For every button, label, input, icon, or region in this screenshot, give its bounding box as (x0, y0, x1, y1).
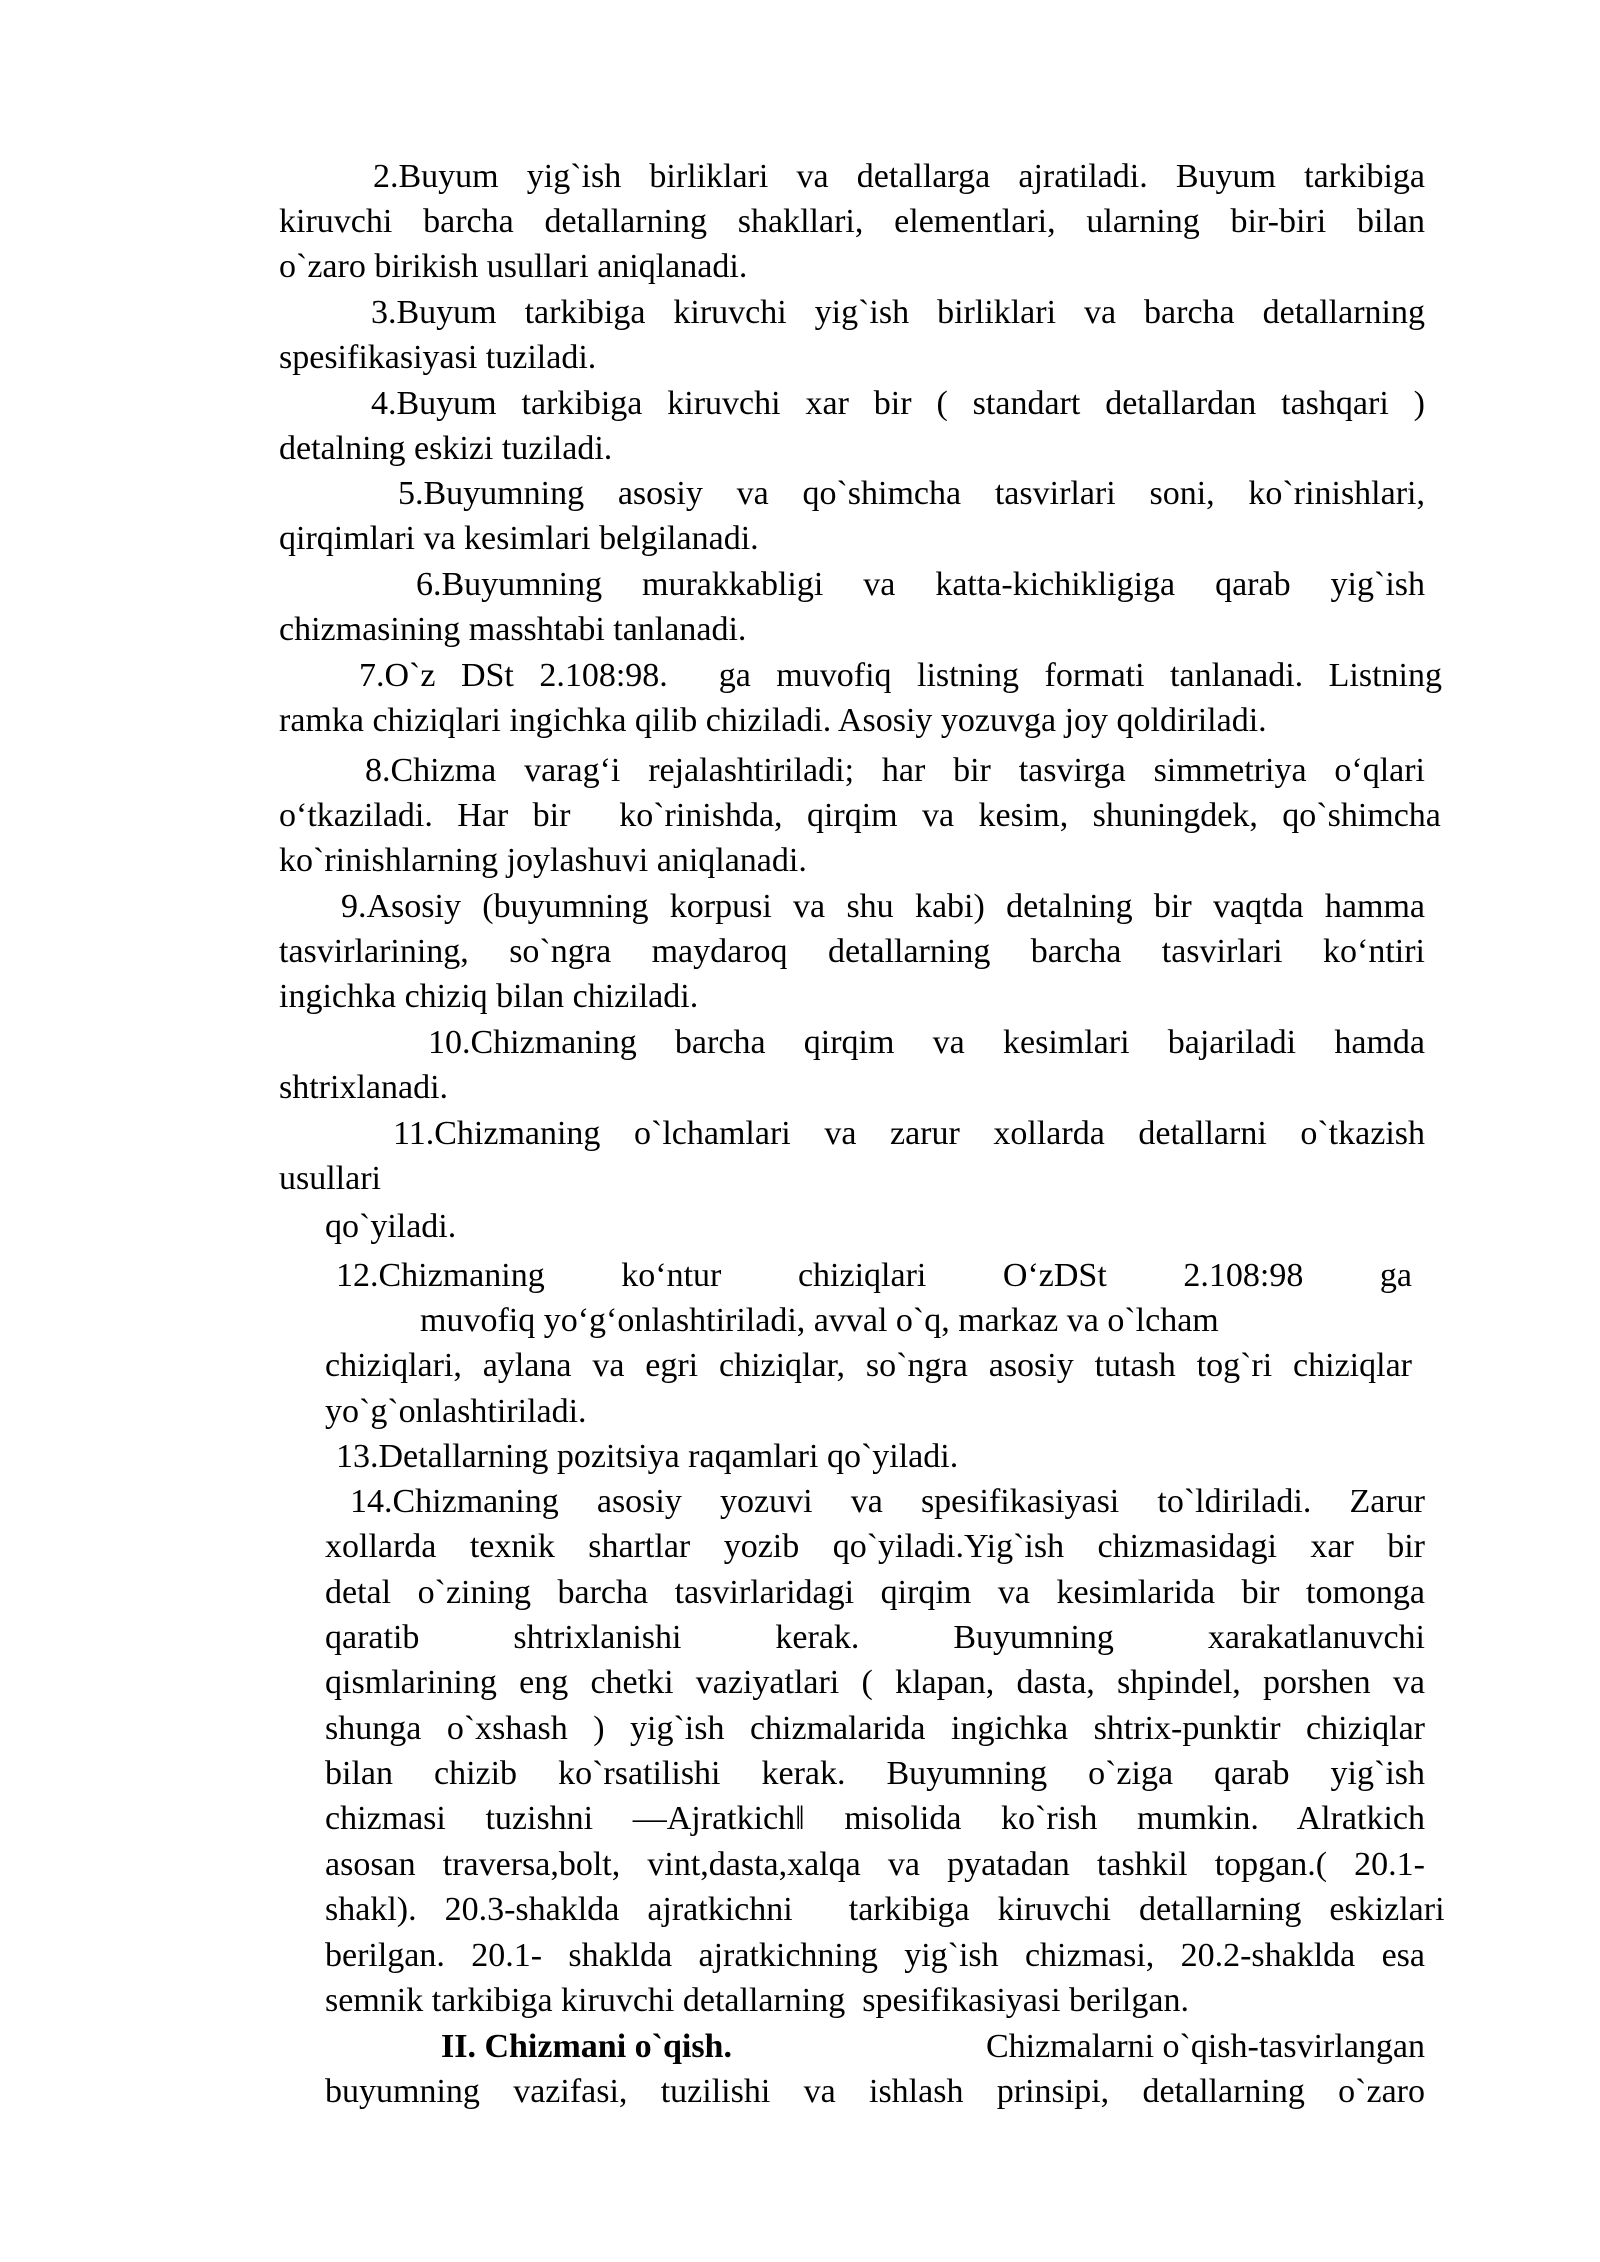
text-line: 10.Chizmaning barcha qirqim va kesimlari bajariladi hamda (428, 1024, 1425, 1061)
text-line: chizmasi tuzishni ―Ajratkich‖ misolida ko`rish mumkin. Alratkich (325, 1800, 1425, 1837)
text-line: chiziqlari, aylana va egri chiziqlar, so`ngra asosiy tutash tog`ri chiziqlar (325, 1347, 1412, 1384)
text-line: kiruvchi barcha detallarning shakllari, elementlari, ularning bir-biri bilan (279, 203, 1425, 240)
section-heading-line (441, 2030, 1425, 2064)
text-line: berilgan. 20.1- shaklda ajratkichning yig`ish chizmasi, 20.2-shaklda esa (325, 1937, 1425, 1974)
text-line: qaratib shtrixlanishi kerak. Buyumning xarakatlanuvchi (325, 1619, 1425, 1656)
text-line: 11.Chizmaning o`lchamlari va zarur xollarda detallarni o`tkazish (393, 1115, 1425, 1152)
text-line: yo`g`onlashtiriladi. (325, 1393, 587, 1430)
section-heading: II. Chizmani o`qish. (441, 2028, 732, 2065)
section-text: Chizmalarni o`qish-tasvirlangan (985, 2028, 1425, 2065)
text-line: ingichka chiziq bilan chiziladi. (279, 978, 699, 1015)
text-line: 2.Buyum yig`ish birliklari va detallarga ajratiladi. Buyum tarkibiga (373, 158, 1425, 195)
text-line: asosan traversa,bolt, vint,dasta,xalqa va pyatadan tashkil topgan.( 20.1- (325, 1846, 1425, 1883)
text-line: xollarda texnik shartlar yozib qo`yiladi.Yig`ish chizmasidagi xar bir (325, 1528, 1425, 1565)
text-line: 6.Buyumning murakkabligi va katta-kichikligiga qarab yig`ish (416, 566, 1425, 603)
text-line: 14.Chizmaning asosiy yozuvi va spesifikasiyasi to`ldiriladi. Zarur (350, 1483, 1425, 1520)
text-line: detal o`zining barcha tasvirlaridagi qirqim va kesimlarida bir tomonga (325, 1574, 1425, 1611)
text-line: chizmasining masshtabi tanlanadi. (279, 611, 747, 648)
text-line: 3.Buyum tarkibiga kiruvchi yig`ish birliklari va barcha detallarning (371, 294, 1425, 331)
text-line: shtrixlanadi. (279, 1069, 449, 1106)
text-line: 7.O`z DSt 2.108:98. ga muvofiq listning formati tanlanadi. Listning (359, 657, 1442, 694)
text-line: ko`rinishlarning joylashuvi aniqlanadi. (279, 842, 807, 879)
text-line: shunga o`xshash ) yig`ish chizmalarida ingichka shtrix-punktir chiziqlar (325, 1710, 1425, 1747)
text-line: usullari (279, 1160, 381, 1197)
text-line: ramka chiziqlari ingichka qilib chiziladi. Asosiy yozuvga joy qoldiriladi. (279, 702, 1267, 739)
text-line: o`zaro birikish usullari aniqlanadi. (279, 248, 748, 285)
text-line: 8.Chizma varag‘i rejalashtiriladi; har bir tasvirga simmetriya o‘qlari (365, 752, 1425, 789)
text-line: 5.Buyumning asosiy va qo`shimcha tasvirlari soni, ko`rinishlari, (398, 475, 1425, 512)
text-line: bilan chizib ko`rsatilishi kerak. Buyumning o`ziga qarab yig`ish (325, 1755, 1425, 1792)
text-line: o‘tkaziladi. Har bir ko`rinishda, qirqim va kesim, shuningdek, qo`shimcha (279, 797, 1441, 834)
text-line: qismlarining eng chetki vaziyatlari ( klapan, dasta, shpindel, porshen va (325, 1664, 1425, 1701)
text-line: muvofiq yo‘g‘onlashtiriladi, avval o`q, markaz va o`lcham (420, 1302, 1219, 1339)
text-line: qo`yiladi. (325, 1208, 457, 1245)
text-line: tasvirlarining, so`ngra maydaroq detallarning barcha tasvirlari ko‘ntiri (279, 933, 1425, 970)
text-line: qirqimlari va kesimlari belgilanadi. (279, 520, 759, 557)
text-line: 13.Detallarning pozitsiya raqamlari qo`yiladi. (336, 1438, 959, 1475)
text-line: 12.Chizmaning ko‘ntur chiziqlari O‘zDSt 2.108:98 ga (336, 1257, 1412, 1294)
text-line: 9.Asosiy (buyumning korpusi va shu kabi) detalning bir vaqtda hamma (341, 888, 1425, 925)
text-line: shakl). 20.3-shaklda ajratkichni tarkibiga kiruvchi detallarning eskizlari (325, 1891, 1445, 1928)
text-line: 4.Buyum tarkibiga kiruvchi xar bir ( standart detallardan tashqari ) (371, 385, 1425, 422)
text-line: buyumning vazifasi, tuzilishi va ishlash prinsipi, detallarning o`zaro (325, 2073, 1425, 2110)
text-line: spesifikasiyasi tuziladi. (279, 339, 597, 376)
text-line: semnik tarkibiga kiruvchi detallarning spesifikasiyasi berilgan. (325, 1982, 1189, 2019)
text-line: detalning eskizi tuziladi. (279, 430, 613, 467)
